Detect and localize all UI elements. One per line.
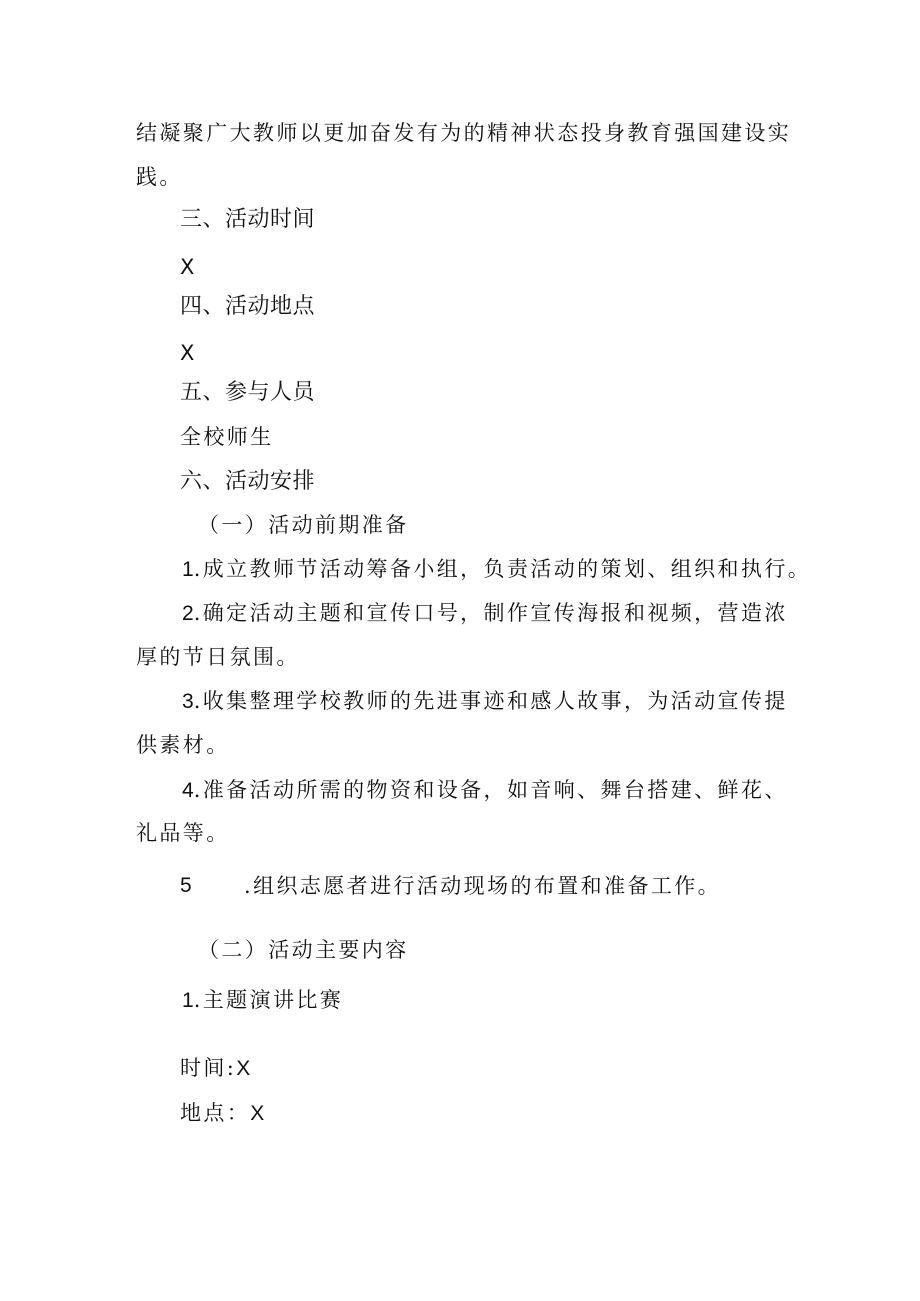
place-row xyxy=(180,1098,264,1129)
intro-line-2: 践。 xyxy=(136,165,183,189)
time-value: X xyxy=(236,1057,251,1080)
list-item-continuation: 供素材。 xyxy=(136,733,230,757)
item-text: .确定活动主题和宣传口号，制作宣传海报和视频，营造浓 xyxy=(193,601,788,625)
item-text: .组织志愿者进行活动现场的布置和准备工作。 xyxy=(244,874,722,898)
list-item xyxy=(182,554,811,585)
list-item xyxy=(182,985,343,1016)
list-item xyxy=(182,686,788,717)
section-5-value: 全校师生 xyxy=(180,425,274,449)
subsection-1-title: （一）活动前期准备 xyxy=(198,513,409,537)
section-4-heading: 四、活动地点 xyxy=(180,294,316,319)
item-text: .准备活动所需的物资和设备，如音响、舞台搭建、鲜花、 xyxy=(193,778,788,802)
item-number: 3 xyxy=(182,690,194,713)
list-item-continuation: 厚的节日氛围。 xyxy=(136,645,300,669)
time-label: 时间: xyxy=(180,1056,237,1080)
time-row xyxy=(180,1053,250,1084)
item-number: 2 xyxy=(182,602,194,625)
section-3-heading: 三、活动时间 xyxy=(180,207,316,232)
list-item xyxy=(182,598,788,629)
list-item xyxy=(182,775,788,806)
item-number: 1 xyxy=(182,558,194,581)
place-value: X xyxy=(250,1102,265,1125)
item-number: 5 xyxy=(180,874,192,897)
item-number: 4 xyxy=(182,779,194,802)
subsection-2-title: （二）活动主要内容 xyxy=(198,938,409,962)
item-text: .主题演讲比赛 xyxy=(193,988,344,1012)
section-5-heading: 五、参与人员 xyxy=(180,380,316,405)
list-item-continuation: 礼品等。 xyxy=(136,821,230,845)
item-number: 1 xyxy=(182,989,194,1012)
section-3-value: X xyxy=(180,255,195,279)
intro-line-1: 结凝聚广大教师以更加奋发有为的精神状态投身教育强国建设实 xyxy=(136,121,792,145)
item-text: .收集整理学校教师的先进事迹和感人故事，为活动宣传提 xyxy=(193,689,788,713)
section-4-value: X xyxy=(180,341,195,365)
place-label: 地点： xyxy=(180,1101,251,1125)
item-text: .成立教师节活动筹备小组，负责活动的策划、组织和执行。 xyxy=(193,557,812,581)
section-6-heading: 六、活动安排 xyxy=(180,469,316,494)
